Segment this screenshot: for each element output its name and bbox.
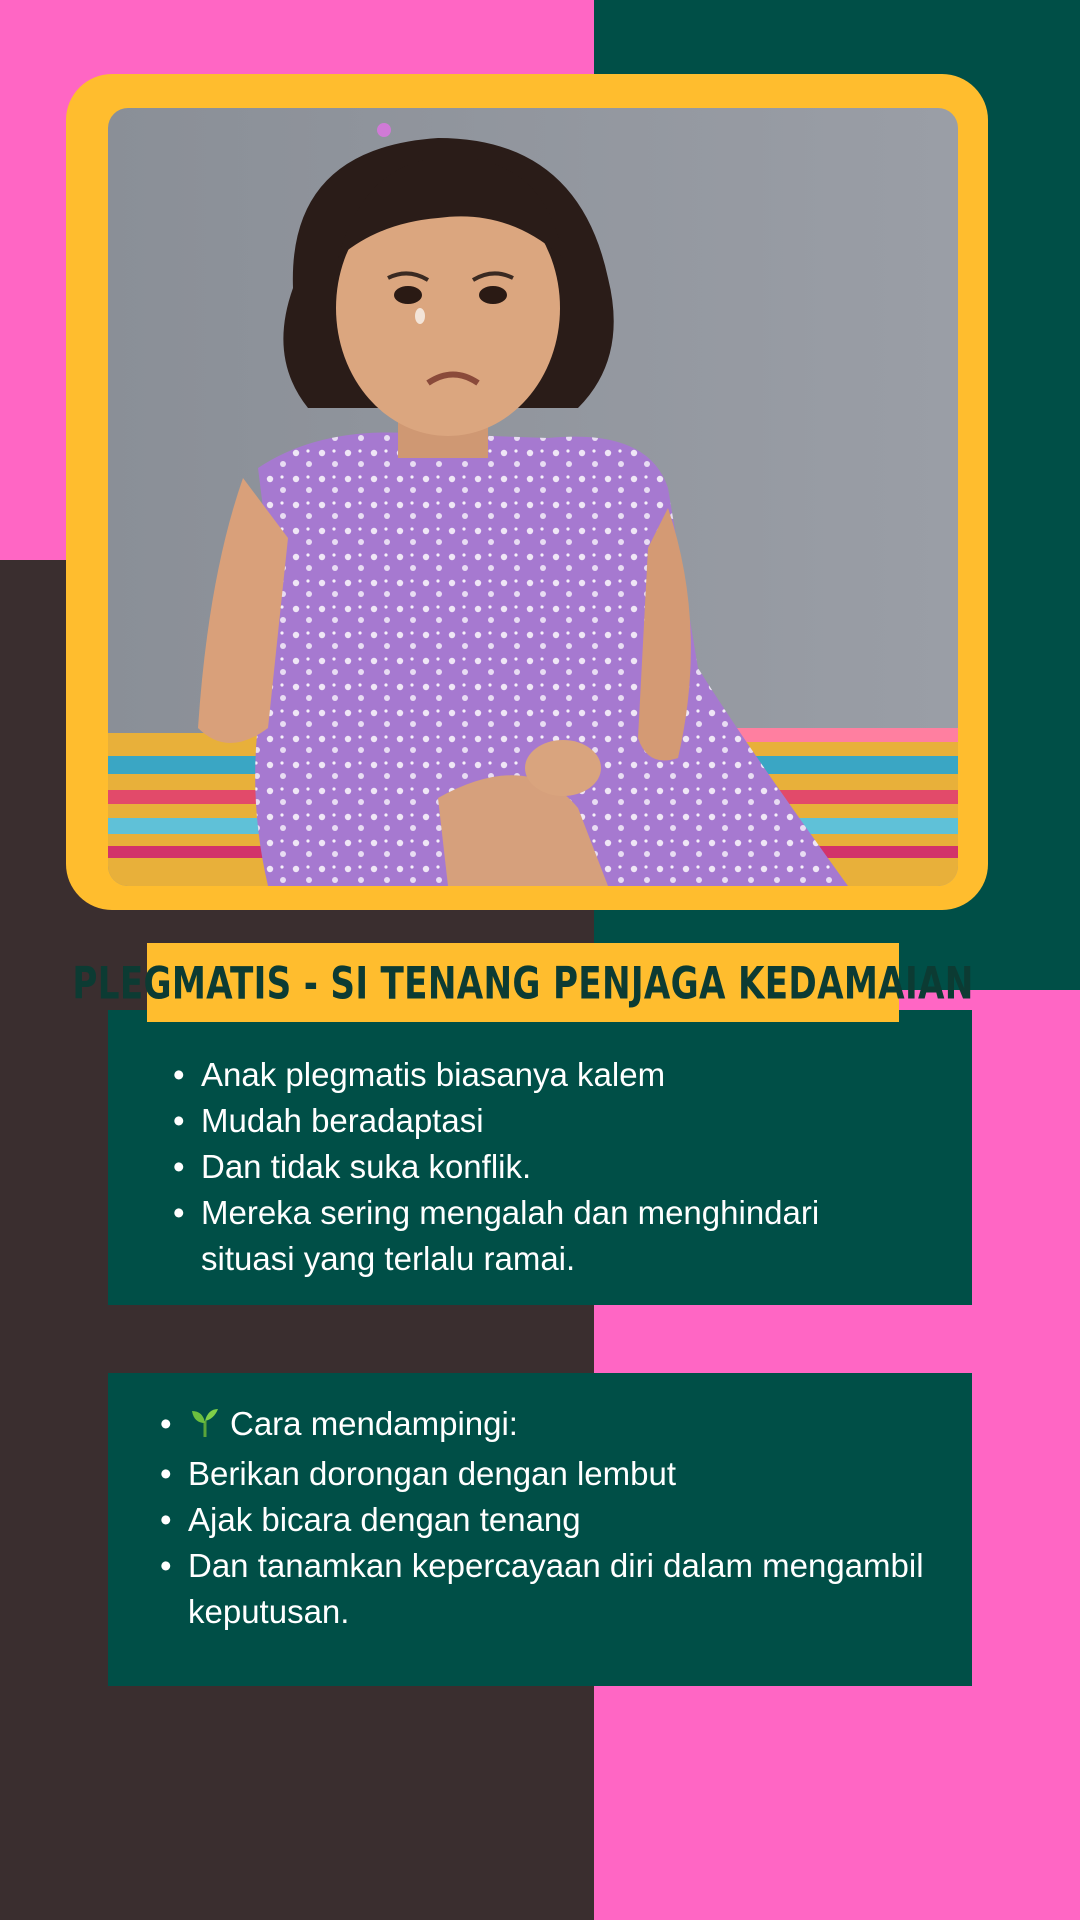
traits-card <box>108 1010 972 1305</box>
tips-list <box>188 1401 928 1635</box>
traits-list <box>201 1052 921 1282</box>
list-item: • Dan tidak suka konflik. <box>201 1144 921 1190</box>
list-item: • Anak plegmatis biasanya kalem <box>201 1052 921 1098</box>
child-photo <box>108 108 958 886</box>
sprout-icon <box>188 1405 222 1451</box>
list-item: • Mereka sering mengalah dan menghindari situasi yang terlalu ramai. <box>201 1190 921 1282</box>
list-item: • Ajak bicara dengan tenang <box>188 1497 928 1543</box>
list-item: • Dan tanamkan kepercayaan diri dalam mengambil keputusan. <box>188 1543 928 1635</box>
child-photo-illustration <box>108 108 958 886</box>
tips-card <box>108 1373 972 1686</box>
tips-header-item <box>188 1401 928 1451</box>
list-item: • Mudah beradaptasi <box>201 1098 921 1144</box>
list-item: • Berikan dorongan dengan lembut <box>188 1451 928 1497</box>
title-banner <box>72 943 974 1022</box>
tips-header: Cara mendampingi: <box>230 1405 518 1442</box>
page-title: PLEGMATIS - SI TENANG PENJAGA KEDAMAIAN <box>72 956 974 1009</box>
